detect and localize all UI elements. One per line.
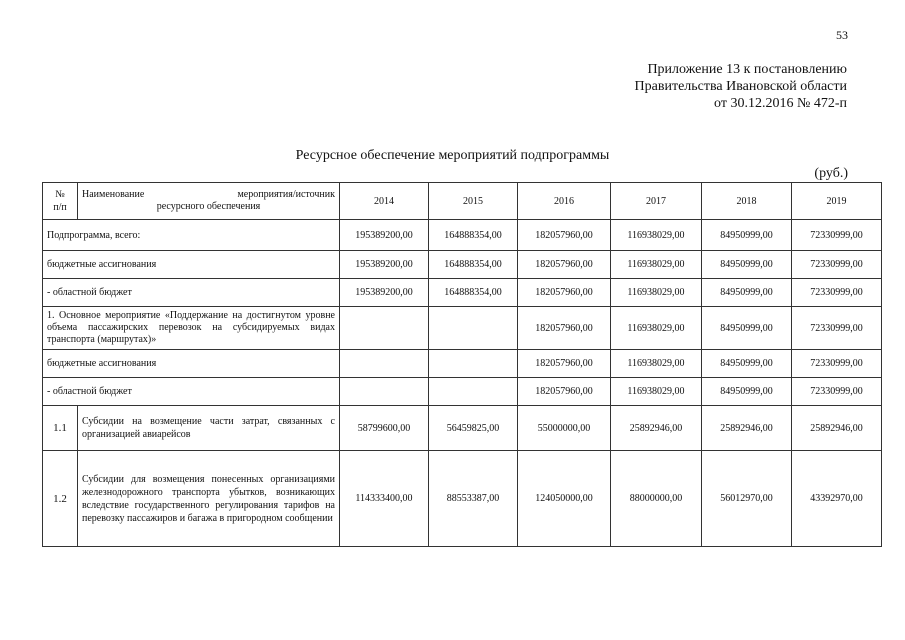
table-cell: 164888354,00 [429, 220, 518, 251]
table-cell: 56012970,00 [702, 451, 792, 547]
table-cell: 195389200,00 [340, 279, 429, 307]
table-cell: 116938029,00 [611, 307, 702, 350]
table-cell: 84950999,00 [702, 350, 792, 378]
table-cell: 56459825,00 [429, 406, 518, 451]
table-cell: 72330999,00 [792, 350, 882, 378]
row-label: бюджетные ассигнования [43, 251, 340, 279]
table-cell: 164888354,00 [429, 279, 518, 307]
table-cell [340, 350, 429, 378]
row-label: - областной бюджет [43, 378, 340, 406]
table-row [43, 307, 882, 350]
row-number: 1.2 [43, 451, 78, 547]
table-cell: 25892946,00 [792, 406, 882, 451]
currency-unit: (руб.) [814, 166, 848, 181]
table-header-row [43, 183, 882, 220]
header-num-line-1: № [55, 189, 65, 200]
table-row [43, 279, 882, 307]
table-cell: 195389200,00 [340, 251, 429, 279]
table-cell: 116938029,00 [611, 350, 702, 378]
table-cell: 116938029,00 [611, 378, 702, 406]
row-number: 1.1 [43, 406, 78, 451]
table-row [43, 350, 882, 378]
table-cell: 72330999,00 [792, 220, 882, 251]
table-cell: 195389200,00 [340, 220, 429, 251]
header-name-cell [78, 183, 340, 220]
table-cell: 182057960,00 [518, 307, 611, 350]
table-cell: 84950999,00 [702, 279, 792, 307]
table-cell: 88000000,00 [611, 451, 702, 547]
table-cell: 182057960,00 [518, 350, 611, 378]
table-cell: 84950999,00 [702, 378, 792, 406]
row-label: 1. Основное мероприятие «Поддержание на достигнутом уровне объема пассажирских перевозок на субсидируемых видах транспорта (маршрутах)» [43, 307, 340, 350]
table-cell: 25892946,00 [611, 406, 702, 451]
header-num-line-2: п/п [53, 202, 67, 213]
header-year: 2014 [340, 183, 429, 220]
table-cell: 72330999,00 [792, 279, 882, 307]
header-num-cell [43, 183, 78, 220]
appendix-line-2: Правительства Ивановской области [634, 79, 847, 94]
row-label: Субсидии для возмещения понесенных организациями железнодорожного транспорта убытков, возникающих вследствие государственного регулирования тарифов на перевозку пассажиров и багажа в пригородном сообщении [78, 451, 340, 547]
row-label: - областной бюджет [43, 279, 340, 307]
header-year: 2016 [518, 183, 611, 220]
table-cell [340, 378, 429, 406]
document-title: Ресурсное обеспечение мероприятий подпрограммы [295, 148, 610, 163]
table-cell: 114333400,00 [340, 451, 429, 547]
table-cell: 72330999,00 [792, 378, 882, 406]
table-cell: 164888354,00 [429, 251, 518, 279]
table-row [43, 220, 882, 251]
table-cell: 84950999,00 [702, 251, 792, 279]
row-label: бюджетные ассигнования [43, 350, 340, 378]
header-year: 2018 [702, 183, 792, 220]
table-cell: 84950999,00 [702, 220, 792, 251]
header-name-word-1: Наименование [82, 189, 145, 200]
table-row [43, 378, 882, 406]
header-year: 2019 [792, 183, 882, 220]
header-year: 2015 [429, 183, 518, 220]
table-cell: 182057960,00 [518, 378, 611, 406]
table-cell: 25892946,00 [702, 406, 792, 451]
row-label: Подпрограмма, всего: [43, 220, 340, 251]
table-cell [429, 307, 518, 350]
table-cell: 84950999,00 [702, 307, 792, 350]
appendix-line-1: Приложение 13 к постановлению [647, 62, 847, 77]
table-cell: 182057960,00 [518, 220, 611, 251]
table-cell: 116938029,00 [611, 251, 702, 279]
table-cell: 116938029,00 [611, 279, 702, 307]
table-cell: 182057960,00 [518, 279, 611, 307]
table-cell: 116938029,00 [611, 220, 702, 251]
header-name-word-2: мероприятия/источник [237, 189, 335, 200]
header-name-line-2: ресурсного обеспечения [156, 201, 261, 212]
page-number: 53 [836, 28, 848, 42]
header-name-line-1 [82, 189, 335, 201]
table-row [43, 251, 882, 279]
table-cell: 58799600,00 [340, 406, 429, 451]
table-cell: 55000000,00 [518, 406, 611, 451]
table-cell: 182057960,00 [518, 251, 611, 279]
resource-table [42, 182, 882, 547]
table-cell: 72330999,00 [792, 307, 882, 350]
row-label: Субсидии на возмещение части затрат, связанных с организацией авиарейсов [78, 406, 340, 451]
table-row [43, 451, 882, 547]
header-year: 2017 [611, 183, 702, 220]
table-cell: 43392970,00 [792, 451, 882, 547]
table-cell [429, 378, 518, 406]
table-cell: 124050000,00 [518, 451, 611, 547]
appendix-line-3: от 30.12.2016 № 472-п [714, 96, 847, 111]
table-cell [340, 307, 429, 350]
appendix-block [635, 61, 847, 112]
table-row [43, 406, 882, 451]
table-cell: 72330999,00 [792, 251, 882, 279]
table-cell [429, 350, 518, 378]
table-cell: 88553387,00 [429, 451, 518, 547]
